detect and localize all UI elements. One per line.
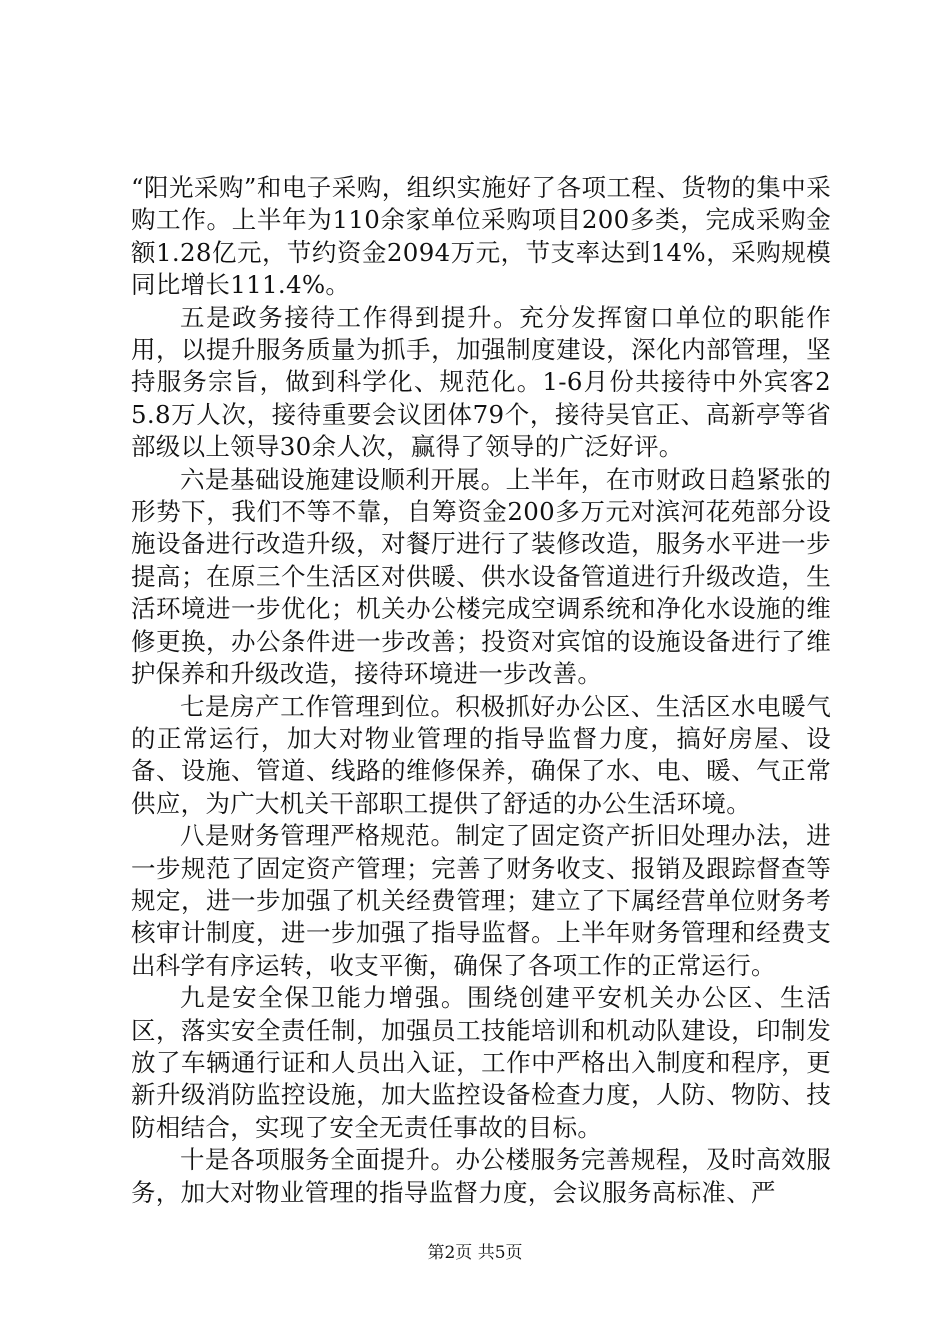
paragraph-infrastructure: 六是基础设施建设顺利开展。上半年，在市财政日趋紧张的形势下，我们不等不靠，自筹资金200多万元对滨河花苑部分设施设备进行改造升级，对餐厅进行了装修改造，服务水平进一步提高；在原三个生活区对供暖、供水设备管道进行升级改造，生活环境进一步优化；机关办公楼完成空调系统和净化水设施的维修更换，办公条件进一步改善；投资对宾馆的设施设备进行了维护保养和升级改造，接待环境进一步改善。 (131, 464, 831, 689)
paragraph-services: 十是各项服务全面提升。办公楼服务完善规程，及时高效服务，加大对物业管理的指导监督力度，会议服务高标准、严 (131, 1145, 831, 1207)
paragraph-finance-management: 八是财务管理严格规范。制定了固定资产折旧处理办法，进一步规范了固定资产管理；完善了财务收支、报销及跟踪督查等规定，进一步加强了机关经费管理；建立了下属经营单位财务考核审计制度，进一步加强了指导监督。上半年财务管理和经费支出科学有序运转，收支平衡，确保了各项工作的正常运行。 (131, 821, 831, 980)
page-footer: 第2页 共5页 (427, 1243, 523, 1263)
paragraph-security: 九是安全保卫能力增强。围绕创建平安机关办公区、生活区，落实安全责任制，加强员工技能培训和机动队建设，印制发放了车辆通行证和人员出入证，工作中严格出入制度和程序，更新升级消防监控设施，加大监控设备检查力度，人防、物防、技防相结合，实现了安全无责任事故的目标。 (131, 983, 831, 1142)
paragraph-reception-work: 五是政务接待工作得到提升。充分发挥窗口单位的职能作用，以提升服务质量为抓手，加强制度建设，深化内部管理，坚持服务宗旨，做到科学化、规范化。1-6月份共接待中外宾客25.8万人次，接待重要会议团体79个，接待吴官正、高新亭等省部级以上领导30余人次，赢得了领导的广泛好评。 (131, 302, 831, 462)
document-body (131, 172, 831, 1209)
paragraph-property-management: 七是房产工作管理到位。积极抓好办公区、生活区水电暖气的正常运行，加大对物业管理的指导监督力度，搞好房屋、设备、设施、管道、线路的维修保养，确保了水、电、暖、气正常供应，为广大机关干部职工提供了舒适的办公生活环境。 (131, 691, 831, 818)
paragraph-procurement-continued: “阳光采购”和电子采购，组织实施好了各项工程、货物的集中采购工作。上半年为110余家单位采购项目200多类，完成采购金额1.28亿元，节约资金2094万元，节支率达到14%，采购规模同比增长111.4%。 (131, 173, 831, 300)
